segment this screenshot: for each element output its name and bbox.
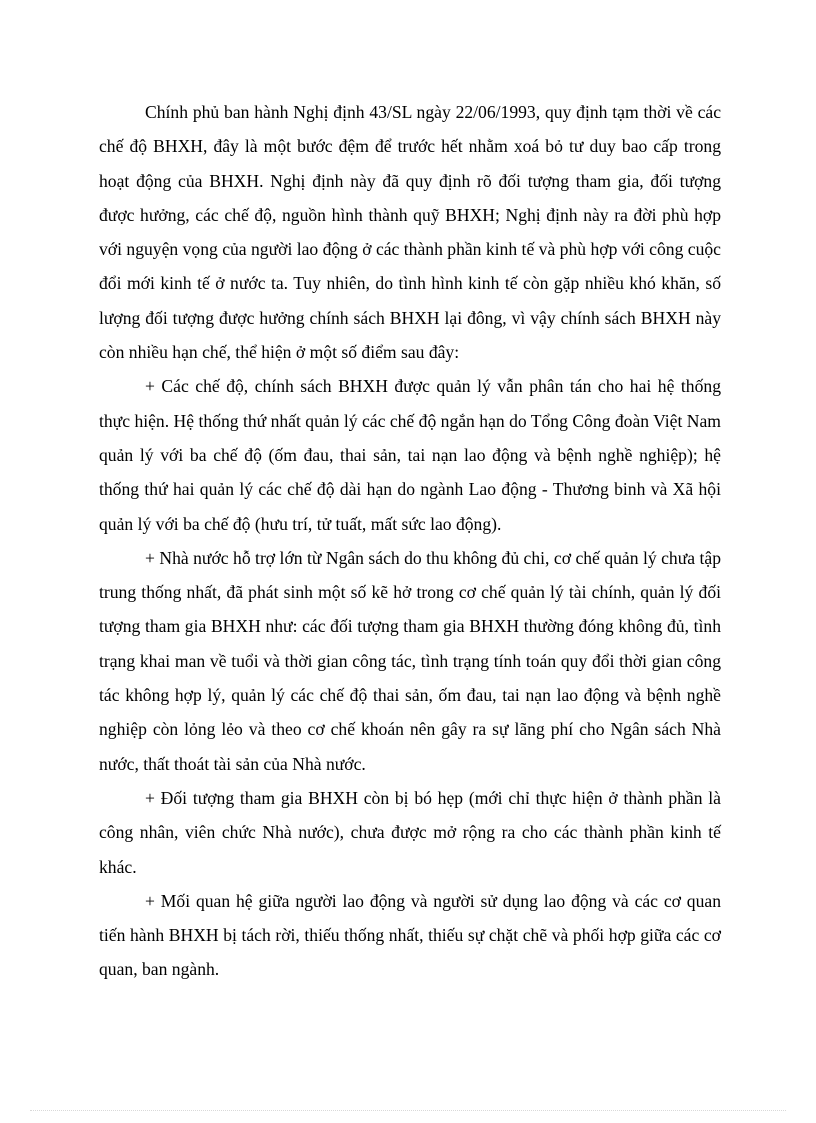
paragraph-bullet-2: + Nhà nước hỗ trợ lớn từ Ngân sách do thu không đủ chi, cơ chế quản lý chưa tập trung thống nhất, đã phát sinh một số kẽ hở trong cơ chế quản lý tài chính, quản lý đối tượng tham gia BHXH như: các đối tượng tham gia BHXH thường đóng không đủ, tình trạng khai man về tuổi và thời gian công tác, tình trạng tính toán quy đổi thời gian công tác không hợp lý, quản lý các chế độ thai sản, ốm đau, tai nạn lao động và bệnh nghề nghiệp còn lỏng lẻo và theo cơ chế khoán nên gây ra sự lãng phí cho Ngân sách Nhà nước, thất thoát tài sản của Nhà nước. (99, 547, 721, 774)
paragraph-intro: Chính phủ ban hành Nghị định 43/SL ngày 22/06/1993, quy định tạm thời về các chế độ BHXH, đây là một bước đệm để trước hết nhằm xoá bỏ tư duy bao cấp trong hoạt động của BHXH. Nghị định này đã quy định rõ đối tượng tham gia, đối tượng được hưởng, các chế độ, nguồn hình thành quỹ BHXH; Nghị định này ra đời phù hợp với nguyện vọng của người lao động ở các thành phần kinh tế và phù hợp với công cuộc đổi mới kinh tế ở nước ta. Tuy nhiên, do tình hình kinh tế còn gặp nhiều khó khăn, số lượng đối tượng được hưởng chính sách BHXH lại đông, vì vậy chính sách BHXH này còn nhiều hạn chế, thể hiện ở một số điểm sau đây: (99, 102, 721, 363)
paragraph-bullet-4: + Mối quan hệ giữa người lao động và người sử dụng lao động và các cơ quan tiến hành BHXH bị tách rời, thiếu thống nhất, thiếu sự chặt chẽ và phối hợp giữa các cơ quan, ban ngành. (99, 890, 721, 980)
page-bottom-divider (30, 1110, 786, 1111)
document-body (99, 95, 721, 987)
paragraph-bullet-1: + Các chế độ, chính sách BHXH được quản lý vẫn phân tán cho hai hệ thống thực hiện. Hệ thống thứ nhất quản lý các chế độ ngắn hạn do Tổng Công đoàn Việt Nam quản lý với ba chế độ (ốm đau, thai sản, tai nạn lao động và bệnh nghề nghiệp); hệ thống thứ hai quản lý các chế độ dài hạn do ngành Lao động - Thương binh và Xã hội quản lý với ba chế độ (hưu trí, tử tuất, mất sức lao động). (99, 376, 721, 534)
paragraph-bullet-3: + Đối tượng tham gia BHXH còn bị bó hẹp (mới chỉ thực hiện ở thành phần là công nhân, viên chức Nhà nước), chưa được mở rộng ra cho các thành phần kinh tế khác. (99, 787, 721, 877)
